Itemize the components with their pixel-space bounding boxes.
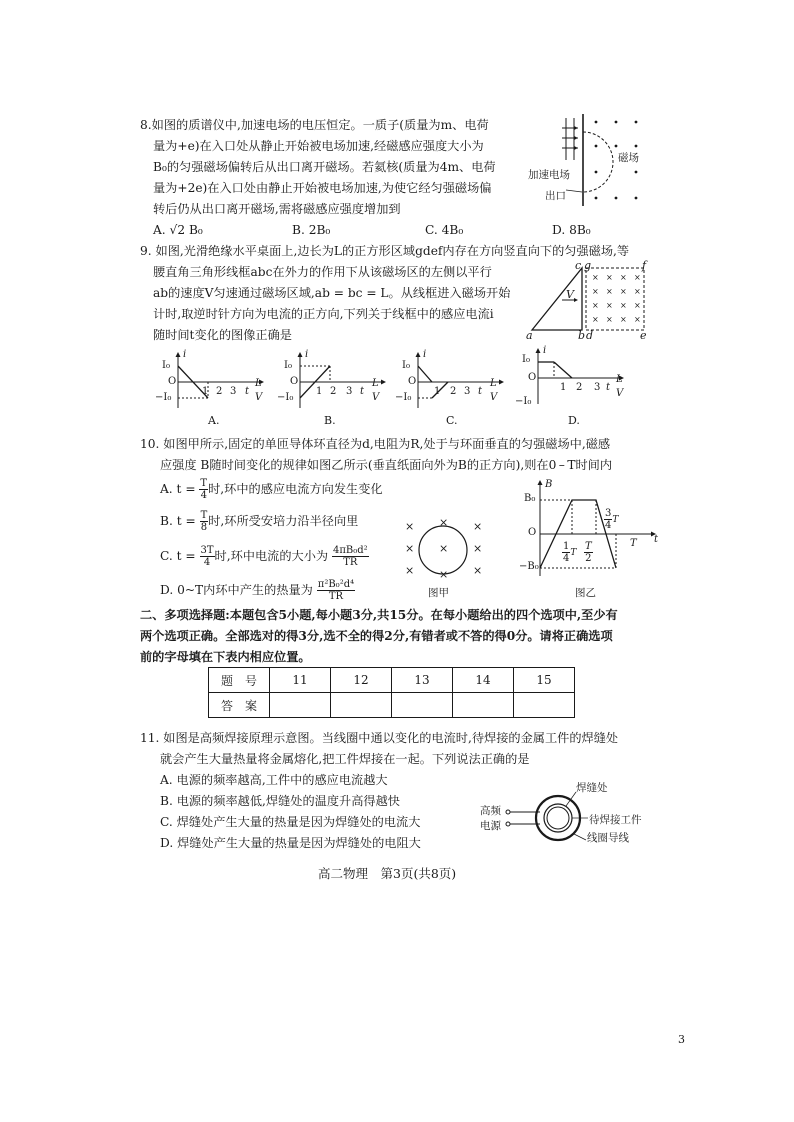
q10-a-post: 时,环中的感应电流方向发生变化: [208, 482, 383, 496]
graph-yi-b: B: [545, 479, 553, 490]
q10-a-den: 4: [200, 490, 207, 501]
graph-a-i: i: [183, 349, 187, 360]
graph-c-caption: C.: [446, 414, 458, 427]
answer-cell-12[interactable]: [331, 693, 392, 718]
cross-3: ×: [473, 520, 483, 533]
q9-line-2: 腰直角三角形线框abc在外力的作用下从该磁场区的左侧以平行: [153, 265, 492, 279]
q10-option-b: [160, 510, 358, 533]
svg-text:×: ×: [606, 315, 613, 324]
q10-b-frac: [200, 510, 209, 533]
graph-b-neg: −I₀: [277, 392, 294, 403]
cross-1: ×: [405, 520, 415, 533]
answer-cell-13[interactable]: [392, 693, 453, 718]
q10-b-post: 时,环所受安培力沿半径向里: [208, 514, 359, 528]
q10-d-pre: D. 0~T内环中产生的热量为: [160, 583, 313, 597]
magnet-field-label: 磁场: [618, 152, 639, 164]
q10-a-pre: A. t =: [160, 482, 196, 496]
cross-6: ×: [473, 542, 483, 555]
q8-line-4: 量为+2e)在入口处由静止开始被电场加速,为使它经匀强磁场偏: [153, 181, 492, 195]
graph-b-t: t: [360, 386, 365, 397]
svg-text:×: ×: [620, 287, 627, 296]
graph-d-o: O: [528, 372, 537, 383]
graph-b-o: O: [290, 376, 299, 387]
fig-jia-caption: 图甲: [428, 587, 449, 599]
q10-c-den: 4: [203, 557, 211, 568]
graph-d-i0: I₀: [522, 354, 530, 365]
hf-source-label-2: 电源: [480, 820, 501, 832]
answer-table-num-12: 12: [331, 668, 392, 693]
q10-c-den2: TR: [343, 557, 358, 568]
answer-table-num-13: 13: [392, 668, 453, 693]
q10-line-1: 10. 如图甲所示,固定的单匝导体环直径为d,电阻为R,处于与环面垂直的匀强磁场中,磁感: [140, 437, 611, 451]
answer-table-header-row: [209, 668, 575, 693]
cross-2: ×: [439, 516, 449, 529]
graph-d-t: t: [606, 382, 611, 393]
graph-yi-T: T: [630, 538, 637, 549]
graph-d-i: i: [543, 345, 547, 356]
q10-c-mid: 时,环中电流的大小为: [214, 549, 329, 563]
svg-text:×: ×: [606, 287, 613, 296]
graph-d-3: 3: [594, 382, 601, 393]
graph-a-neg: −I₀: [155, 392, 172, 403]
section2-line-1: 二、多项选择题:本题包含5小题,每小题3分,共15分。在每小题给出的四个选项中,至少有: [140, 608, 618, 622]
q9-line-4: 计时,取逆时针方向为电流的正方向,下列关于线框中的感应电流i: [153, 307, 494, 321]
graph-a-i0: I₀: [162, 360, 170, 371]
graph-b-1: 1: [316, 386, 323, 397]
graph-c-2: 2: [450, 386, 457, 397]
q11-option-a: A. 电源的频率越高,工件中的感应电流越大: [160, 773, 388, 787]
q11-option-b: B. 电源的频率越低,焊缝处的温度升高得越快: [160, 794, 400, 808]
graph-yi-tq-num: 3: [605, 508, 612, 519]
q10-option-a: [160, 478, 383, 501]
svg-text:×: ×: [620, 301, 627, 310]
graph-yi-threequarter: [604, 508, 618, 531]
graph-c-l: L: [490, 378, 497, 389]
graph-c-o: O: [408, 376, 417, 387]
q9-line-1: 9. 如图,光滑绝缘水平桌面上,边长为L的正方形区域gdef内存在方向竖直向下的匀强磁场,等: [140, 244, 630, 258]
svg-text:×: ×: [634, 273, 641, 282]
graph-yi-tq-t: T: [612, 515, 619, 525]
q8-line-2: 量为+e)在入口处从静止开始被电场加速,经磁感应强度大小为: [153, 139, 484, 153]
graph-c-i0: I₀: [402, 360, 410, 371]
fig-yi-caption: 图乙: [575, 587, 596, 599]
graph-yi-quarter: [562, 541, 576, 564]
label-a: a: [526, 329, 533, 342]
graph-d-caption: D.: [568, 414, 580, 427]
q9-line-3: ab的速度V匀速通过磁场区域,ab = bc = L。从线框进入磁场开始: [153, 286, 511, 300]
answer-table-num-15: 15: [514, 668, 575, 693]
q8-line-5: 转后仍从出口离开磁场,需将磁感应强度增加到: [153, 202, 401, 216]
graph-b-v: V: [372, 392, 380, 403]
q8-option-b: B. 2B₀: [292, 223, 331, 237]
graph-d-1: 1: [560, 382, 567, 393]
q10-line-2: 应强度 B随时间变化的规律如图乙所示(垂直纸面向外为B的正方向),则在0 – T时间内: [160, 458, 613, 472]
svg-text:×: ×: [592, 273, 599, 282]
q9-line-5: 随时间t变化的图像正确是: [153, 328, 292, 342]
page-footer: 高二物理 第3页(共8页): [318, 866, 457, 881]
q10-option-d: [160, 579, 355, 602]
svg-text:×: ×: [592, 287, 599, 296]
hf-source-label-1: 高频: [480, 805, 501, 817]
q10-c-num: 3T: [200, 545, 214, 556]
weld-seam-label: 焊缝处: [576, 782, 608, 794]
graph-d-neg: −I₀: [515, 396, 532, 407]
q10-d-frac: [317, 579, 355, 602]
answer-cell-14[interactable]: [453, 693, 514, 718]
q10-d-num: π²B₀²d⁴: [317, 579, 355, 590]
q10-c-pre: C. t =: [160, 549, 196, 563]
svg-text:×: ×: [620, 273, 627, 282]
q10-d-den: TR: [328, 591, 344, 602]
cross-7: ×: [405, 564, 415, 577]
q10-b-den: 8: [200, 522, 208, 533]
answer-table-num-11: 11: [270, 668, 331, 693]
cross-9: ×: [473, 564, 483, 577]
cross-4: ×: [405, 542, 415, 555]
graph-a-1: 1: [202, 386, 209, 397]
graph-d-2: 2: [576, 382, 583, 393]
svg-text:×: ×: [634, 287, 641, 296]
graph-a-t: t: [245, 386, 250, 397]
q8-option-a: A. √2 B₀: [153, 223, 203, 237]
graph-yi-t: t: [654, 534, 659, 545]
answer-cell-11[interactable]: [270, 693, 331, 718]
svg-text:×: ×: [606, 301, 613, 310]
graph-b-i0: I₀: [284, 360, 292, 371]
exit-label: 出口: [545, 190, 566, 202]
graph-yi-h-den: 2: [585, 553, 592, 564]
q10-c-frac1: [200, 545, 215, 568]
q10-c-frac2: [332, 545, 369, 568]
cross-5: ×: [439, 542, 449, 555]
q10-b-pre: B. t =: [160, 514, 196, 528]
graph-yi-h-num: T: [585, 541, 592, 552]
q10-option-c: [160, 545, 369, 568]
q11-option-d: D. 焊缝处产生大量的热量是因为焊缝处的电阻大: [160, 836, 421, 850]
svg-text:×: ×: [592, 301, 599, 310]
q8-line-1: 8.如图的质谱仪中,加速电场的电压恒定。一质子(质量为m、电荷: [140, 118, 489, 132]
graph-c-neg: −I₀: [395, 392, 412, 403]
graph-d-l: L: [616, 374, 623, 385]
graph-a-o: O: [168, 376, 177, 387]
graph-b-i: i: [305, 349, 309, 360]
cross-8: ×: [439, 568, 449, 581]
answer-cell-15[interactable]: [514, 693, 575, 718]
accel-field-label: 加速电场: [528, 169, 570, 181]
graph-c-3: 3: [464, 386, 471, 397]
answer-table-header-label: 题 号: [209, 668, 270, 693]
label-v: V: [566, 288, 574, 301]
graph-c-t: t: [478, 386, 483, 397]
graph-b-2: 2: [330, 386, 337, 397]
graph-b-3: 3: [346, 386, 353, 397]
section2-line-3: 前的字母填在下表内相应位置。: [140, 650, 311, 664]
q10-c-num2: 4πB₀d²: [332, 545, 368, 556]
q10-b-num: T: [200, 510, 208, 521]
label-f: f: [642, 259, 647, 272]
graph-b-caption: B.: [324, 414, 336, 427]
section2-line-2: 两个选项正确。全部选对的得3分,选不全的得2分,有错者或不答的得0分。请将正确选项: [140, 629, 613, 643]
label-d: d: [586, 329, 594, 342]
graph-yi-b0: B₀: [524, 493, 536, 504]
q8-option-d: D. 8B₀: [552, 223, 591, 237]
q11-line-2: 就会产生大量热量将金属熔化,把工件焊接在一起。下列说法正确的是: [160, 752, 530, 766]
graph-yi-q-num: 1: [563, 541, 570, 552]
graph-a-l: L: [255, 378, 262, 389]
graph-b-l: L: [372, 378, 379, 389]
svg-text:×: ×: [592, 315, 599, 324]
q8-line-3: B₀的匀强磁场偏转后从出口离开磁场。若氦核(质量为4m、电荷: [153, 160, 496, 174]
svg-text:×: ×: [620, 315, 627, 324]
graph-yi-q-den: 4: [563, 553, 570, 564]
graph-a-caption: A.: [208, 414, 220, 427]
q10-a-frac: [199, 478, 208, 501]
graph-yi-tq-den: 4: [605, 520, 612, 531]
coil-wire-label: 线圈导线: [587, 832, 629, 844]
graph-c-1: 1: [434, 386, 441, 397]
svg-text:×: ×: [634, 301, 641, 310]
answer-table-answer-label: 答 案: [209, 693, 270, 718]
graph-yi-negb0: −B₀: [519, 561, 539, 572]
graph-d-v: V: [616, 388, 624, 399]
graph-c-v: V: [490, 392, 498, 403]
label-e: e: [640, 329, 647, 342]
graph-a-2: 2: [216, 386, 223, 397]
q11-option-c: C. 焊缝处产生大量的热量是因为焊缝处的电流大: [160, 815, 421, 829]
label-b: b: [578, 329, 586, 342]
svg-text:×: ×: [634, 315, 641, 324]
answer-table-answer-row: [209, 693, 575, 718]
page-number: 3: [678, 1033, 685, 1046]
q10-a-num: T: [200, 478, 208, 489]
graph-a-v: V: [255, 392, 263, 403]
graph-c-i: i: [423, 349, 427, 360]
answer-table: [208, 667, 575, 718]
q11-line-1: 11. 如图是高频焊接原理示意图。当线圈中通以变化的电流时,待焊接的金属工件的焊缝处: [140, 731, 619, 745]
answer-table-num-14: 14: [453, 668, 514, 693]
graph-yi-q-t: T: [570, 548, 577, 558]
graph-yi-half: [584, 541, 593, 564]
workpiece-label: 待焊接工件: [589, 814, 642, 826]
q8-option-c: C. 4B₀: [425, 223, 464, 237]
graph-a-3: 3: [230, 386, 237, 397]
label-g: g: [584, 259, 592, 272]
svg-text:×: ×: [606, 273, 613, 282]
label-c: c: [575, 259, 582, 272]
graph-yi-o: O: [528, 527, 537, 538]
